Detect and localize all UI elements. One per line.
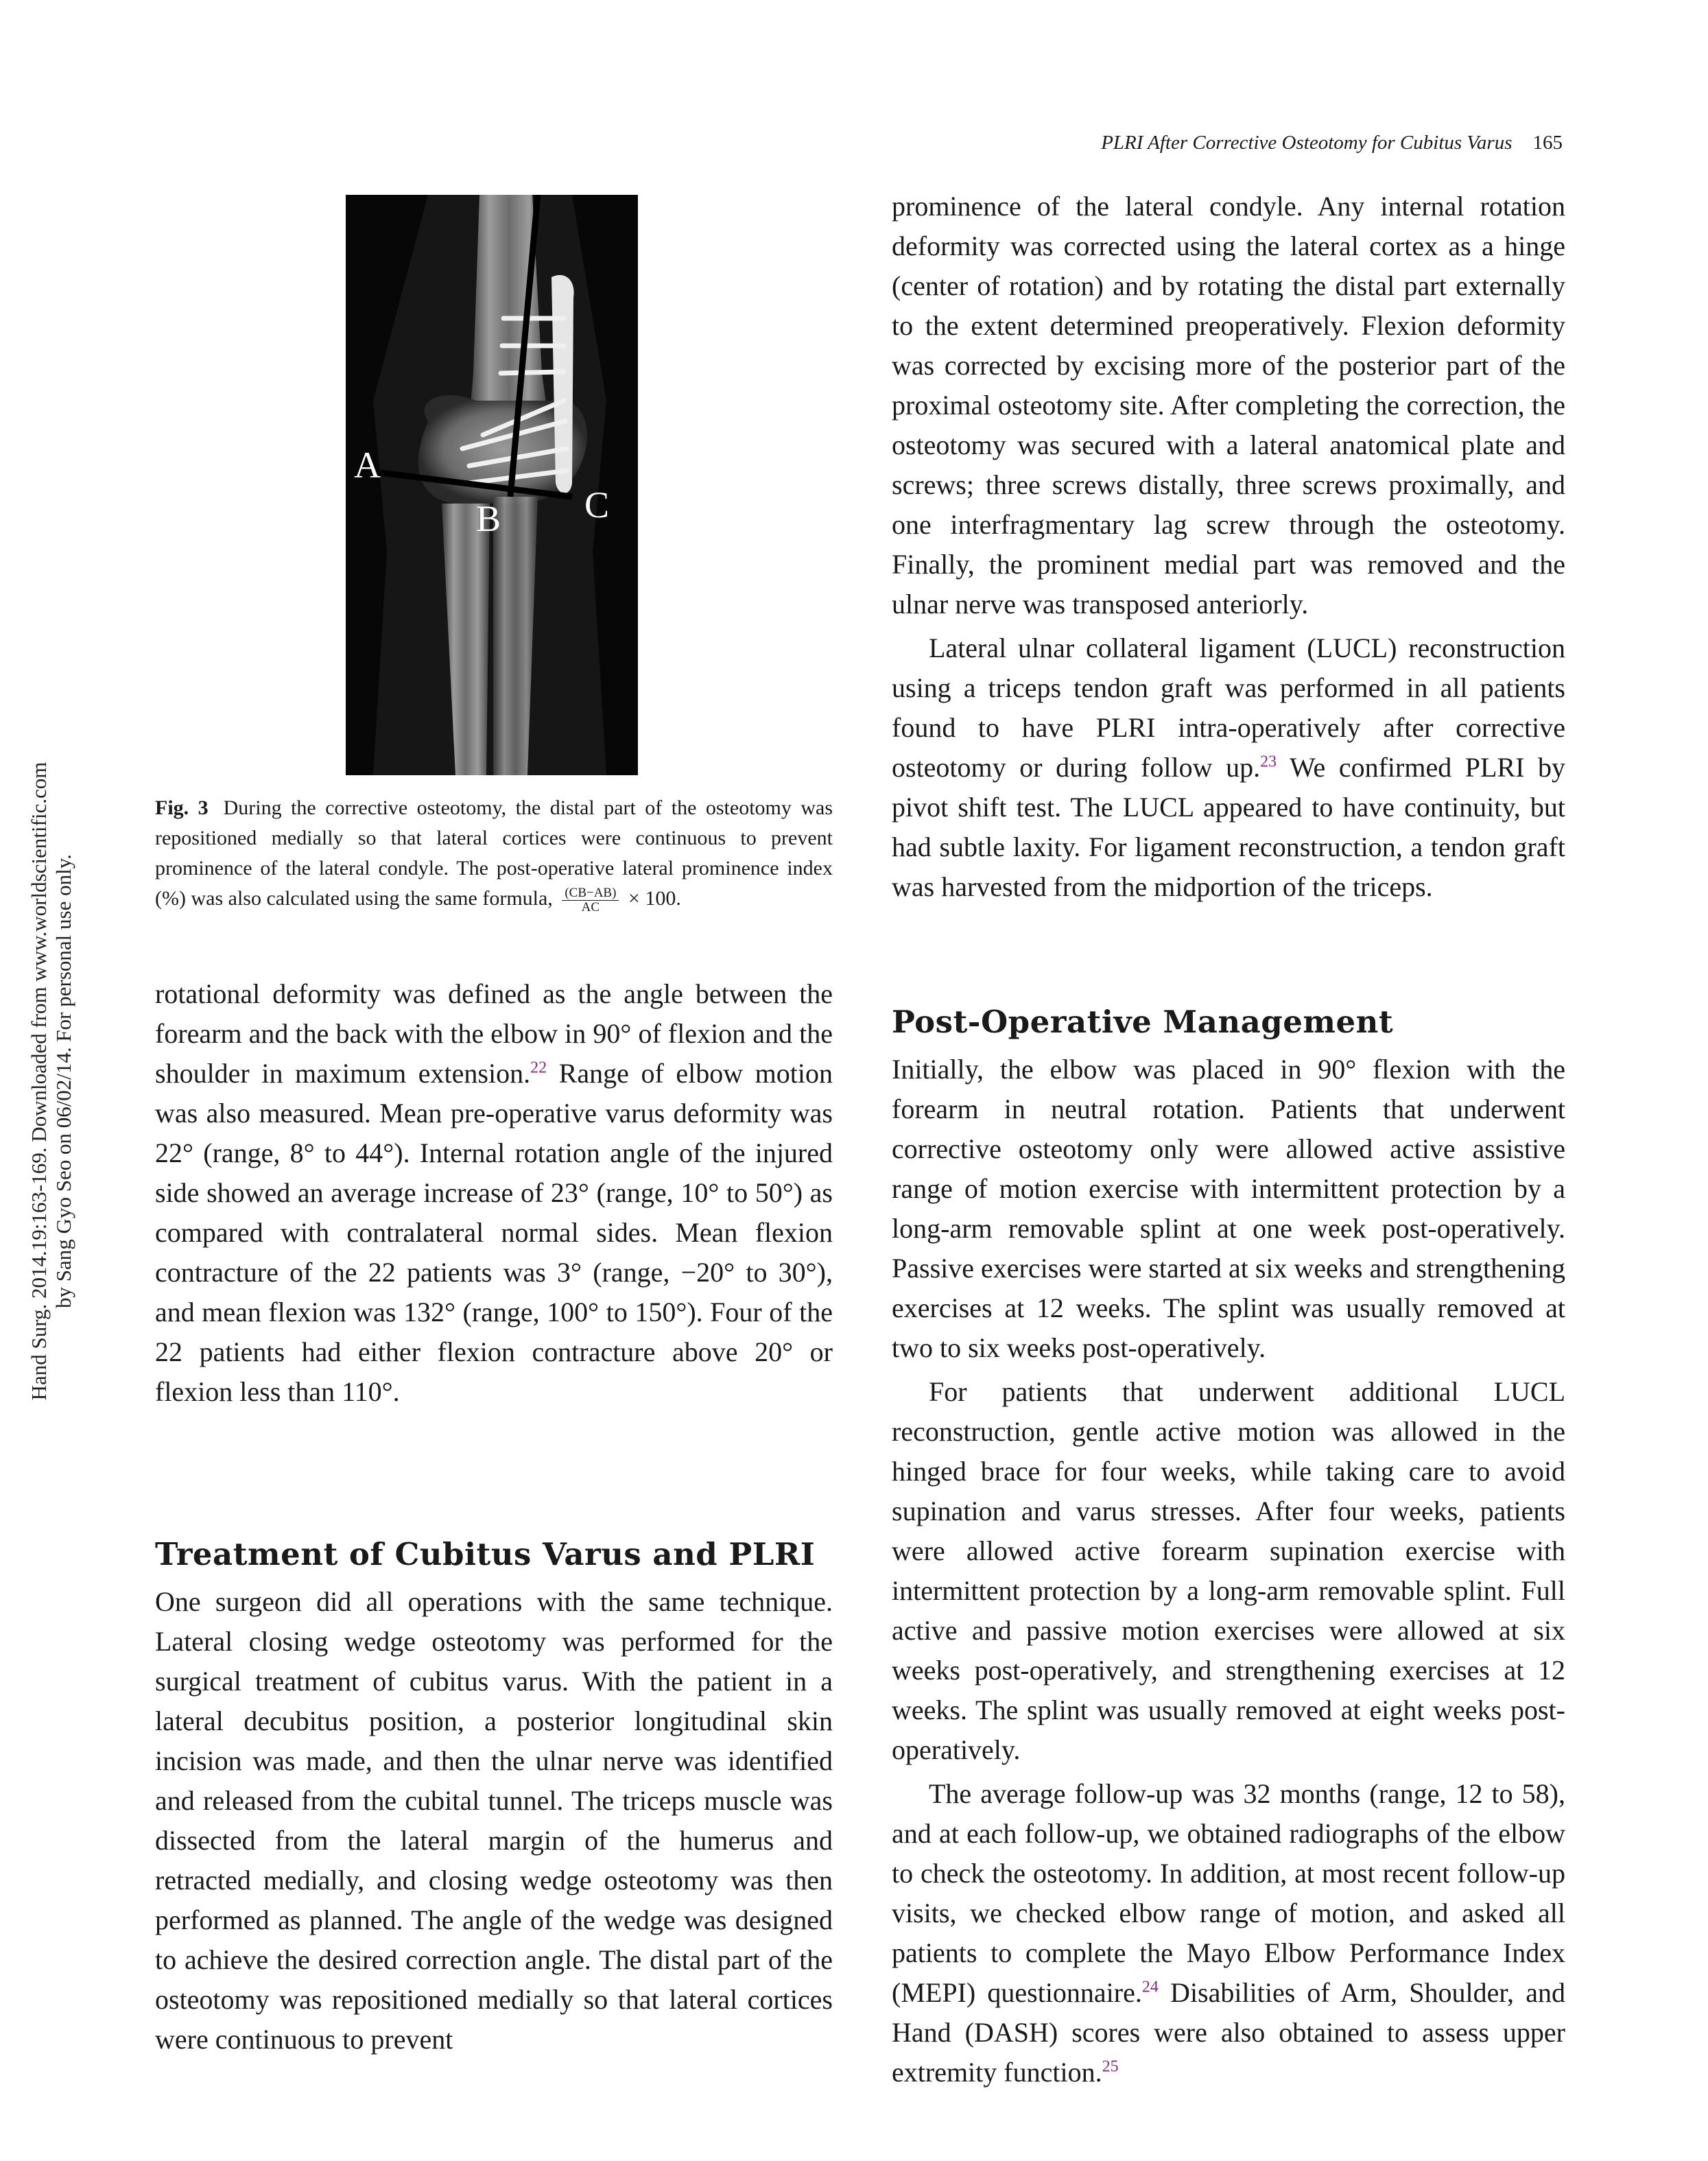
paragraph: Initially, the elbow was placed in 90° flexion with the forearm in neutral rotation. Patients that underwent corrective osteotomy only were allowed active assistive range of motion exercise with intermittent protection by a long-arm removable splint at one week post-operatively. Passive exercises were started at six weeks and strengthening exercises at 12 weeks. The splint was usually removed at two to six weeks post-operatively.: [892, 1054, 1565, 1363]
left-column-lower: [155, 1534, 833, 2059]
citation-ref[interactable]: 25: [1102, 2057, 1119, 2076]
formula-numerator: (CB−AB): [562, 886, 619, 901]
caption-text: During the corrective osteotomy, the distal part of the osteotomy was repositioned medially so that lateral cortices were continuous to prevent prominence of the lateral condyle. The post-operative lateral prominence index (%) was also calculated using the same formula,: [155, 796, 833, 910]
running-title: PLRI After Corrective Osteotomy for Cubitus Varus: [1101, 132, 1513, 154]
paragraph: prominence of the lateral condyle. Any internal rotation deformity was corrected using the lateral cortex as a hinge (center of rotation) and by rotating the distal part externally to the extent determined preoperatively. Flexion deformity was corrected by excising more of the posterior part of the proximal osteotomy site. After completing the correction, the osteotomy was secured with a lateral anatomical plate and screws; three screws distally, three screws proximally, and one interfragmentary lag screw through the osteotomy. Finally, the prominent medial part was removed and the ulnar nerve was transposed anteriorly.: [892, 191, 1565, 619]
xray-figure: [346, 195, 638, 775]
text-run: Range of elbow motion was also measured. Mean pre-operative varus deformity was 22° (range, 8° to 44°). Internal rotation angle of the injured side showed an average increase of 23° (range, 10° to 50°) as compared with contralateral normal sides. Mean flexion contracture of the 22 patients was 3° (range, −20° to 30°), and mean flexion was 132° (range, 100° to 150°). Four of the 22 patients had either flexion contracture above 20° or flexion less than 110°.: [155, 1058, 833, 1407]
right-column-upper: [892, 187, 1565, 907]
text-run: rotational deformity was defined as the angle between the forearm and the back with the elbow in 90° of flexion and the shoulder in maximum extension.: [155, 978, 833, 1089]
right-column-lower: [892, 1002, 1565, 2092]
download-stamp-line2: by Sang Gyo Seo on 06/02/14. For personal use only.: [51, 854, 75, 1308]
label-b: B: [476, 498, 501, 539]
label-c: C: [584, 484, 610, 526]
text-run: Disabilities of Arm, Shoulder, and Hand (DASH) scores were also obtained to assess upper extremity function.: [892, 1977, 1565, 2088]
xray-image: [346, 195, 638, 775]
text-run: We confirmed PLRI by pivot shift test. The LUCL appeared to have continuity, but had subtle laxity. For ligament reconstruction, a tendon graft was harvested from the midportion of the triceps.: [892, 752, 1565, 902]
download-stamp-line1: Hand Surg. 2014.19:163-169. Downloaded from www.worldscientific.com: [27, 761, 51, 1401]
section-heading-treatment: Treatment of Cubitus Varus and PLRI: [155, 1536, 816, 1572]
citation-ref[interactable]: 23: [1260, 753, 1277, 771]
citation-ref[interactable]: 22: [530, 1059, 547, 1077]
section-heading-postop: Post-Operative Management: [892, 1004, 1394, 1040]
label-a: A: [354, 445, 381, 486]
paragraph: One surgeon did all operations with the same technique. Lateral closing wedge osteotomy was performed for the surgical treatment of cubitus varus. With the patient in a lateral decubitus position, a posterior longitudinal skin incision was made, and then the ulnar nerve was identified and released from the cubital tunnel. The triceps muscle was dissected from the lateral margin of the humerus and retracted medially, and closing wedge osteotomy was then performed as planned. The angle of the wedge was designed to achieve the desired correction angle. The distal part of the osteotomy was repositioned medially so that lateral cortices were continuous to prevent: [155, 1586, 833, 2055]
citation-ref[interactable]: 24: [1141, 1978, 1159, 1996]
paragraph: For patients that underwent additional LUCL reconstruction, gentle active motion was allowed in the hinged brace for four weeks, while taking care to avoid supination and varus stresses. After four weeks, patients were allowed active forearm supination exercise with intermittent protection by a long-arm removable splint. Full active and passive motion exercises were allowed at six weeks post-operatively, and strengthening exercises at 12 weeks. The splint was usually removed at eight weeks post-operatively.: [892, 1376, 1565, 1765]
figure-caption: [155, 793, 833, 914]
formula-denominator: AC: [581, 899, 600, 914]
text-run: The average follow-up was 32 months (range, 12 to 58), and at each follow-up, we obtained radiographs of the elbow to check the osteotomy. In addition, at most recent follow-up visits, we checked elbow range of motion, and asked all patients to complete the Mayo Elbow Performance Index (MEPI) questionnaire.: [892, 1778, 1565, 2008]
running-head: [899, 132, 1563, 154]
left-column-upper: [155, 974, 833, 1412]
figure-label: Fig. 3: [155, 796, 209, 819]
paragraph: [155, 974, 833, 1412]
paragraph: [892, 628, 1565, 907]
formula-tail: × 100.: [628, 887, 681, 910]
page-number: 165: [1532, 132, 1563, 154]
formula-fraction: [562, 886, 619, 914]
paragraph: [892, 1774, 1565, 2092]
download-stamp: [27, 694, 76, 1469]
text-run: Lateral ulnar collateral ligament (LUCL) reconstruction using a triceps tendon graft was performed in all patients found to have PLRI intra-operatively after corrective osteotomy or during follow up.: [892, 633, 1565, 783]
